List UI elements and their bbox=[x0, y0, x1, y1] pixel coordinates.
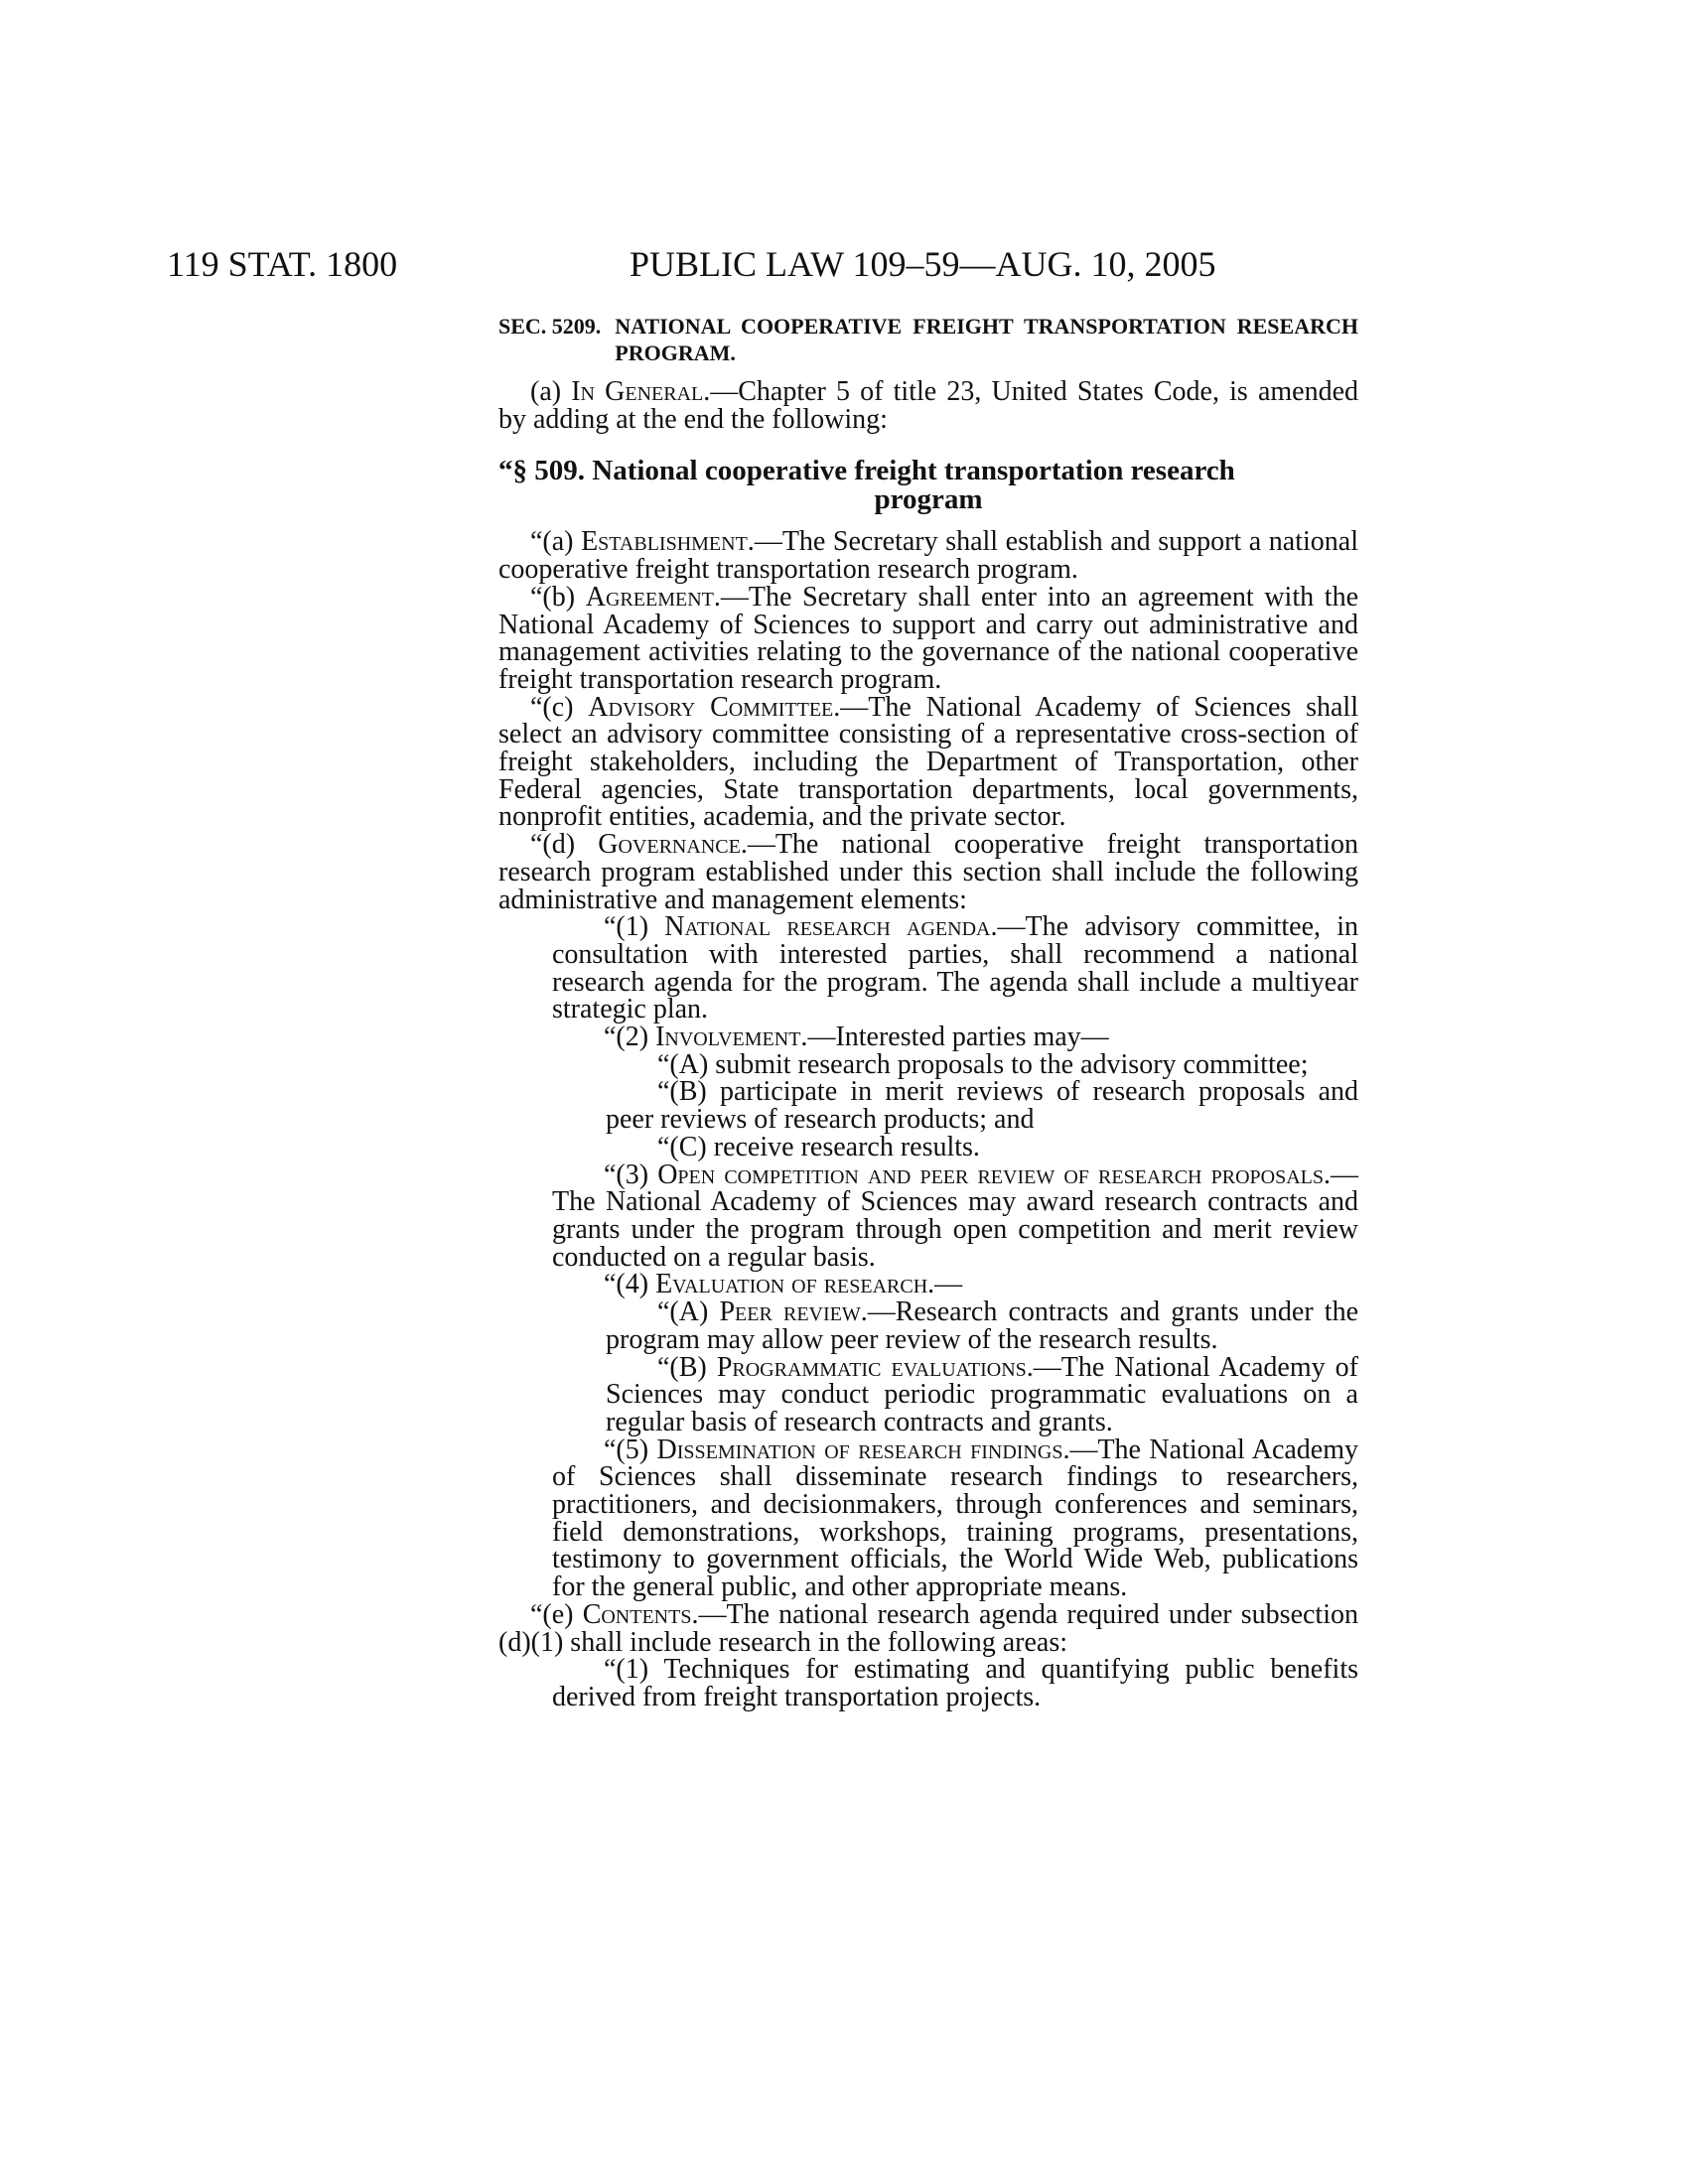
paragraph-d1 bbox=[498, 913, 1358, 1024]
paragraph-d4 bbox=[498, 1271, 1358, 1298]
paragraph-text: —The National Academy of Sciences shall select an advisory committee consisting of a representative cross-section of freight stakeholders, including the Department of Transportation, other Federal agencies, State transportation departments, local governments, nonprofit entities, academia, and the private sector. bbox=[498, 691, 1358, 833]
paragraph-label: “(5) bbox=[604, 1433, 657, 1465]
paragraph-heading: Governance. bbox=[598, 829, 748, 861]
paragraph-d4B bbox=[498, 1351, 1359, 1437]
section-number: SEC. 5209. bbox=[498, 314, 602, 339]
paragraph-heading: Peer review. bbox=[719, 1297, 868, 1328]
quoted-section-heading bbox=[498, 457, 1358, 514]
paragraph-label: “(1) bbox=[604, 911, 665, 943]
paragraph-heading: Programmatic evaluations. bbox=[716, 1351, 1034, 1383]
section-title: NATIONAL COOPERATIVE FREIGHT TRANSPORTATION RESEARCH PROGRAM. bbox=[615, 314, 1358, 365]
paragraph-heading: Contents. bbox=[582, 1598, 699, 1630]
paragraph-heading: Establishment. bbox=[581, 526, 755, 558]
paragraph-e1: “(1) Techniques for estimating and quantifying public benefits derived from freight transportation projects. bbox=[552, 1654, 1358, 1712]
paragraph-text: —The advisory committee, in consultation with interested parties, shall recommend a national research agenda for the program. The agenda shall include a multiyear strategic plan. bbox=[552, 911, 1358, 1025]
paragraph-text: —The Secretary shall enter into an agreement with the National Academy of Sciences to support and carry out administrative and management activities relating to the governance of the national cooperative freight transportation research program. bbox=[498, 581, 1358, 695]
paragraph-text: — bbox=[934, 1269, 963, 1300]
paragraph-d3 bbox=[498, 1161, 1358, 1272]
paragraph-text: —Interested parties may— bbox=[807, 1022, 1109, 1053]
paragraph-text: —The national research agenda required under subsection (d)(1) shall include research in the following areas: bbox=[498, 1598, 1358, 1658]
paragraph-text: —The National Academy of Sciences may award research contracts and grants under the program through open competition and merit review conducted on a regular basis. bbox=[552, 1159, 1358, 1273]
paragraph-label: “(d) bbox=[530, 829, 599, 861]
paragraph-c bbox=[498, 691, 1358, 833]
subsection-a bbox=[498, 378, 1358, 433]
paragraph-d2B: “(B) participate in merit reviews of research proposals and peer reviews of research products; and bbox=[606, 1076, 1358, 1136]
paragraph-heading: Agreement. bbox=[585, 581, 721, 613]
paragraph-heading: Evaluation of research. bbox=[655, 1269, 935, 1300]
paragraph-heading: Involvement. bbox=[655, 1022, 808, 1053]
paragraph-d2C: “(C) receive research results. bbox=[657, 1131, 980, 1162]
paragraph-label: “(4) bbox=[604, 1269, 656, 1300]
paragraph-d4A bbox=[498, 1298, 1358, 1353]
paragraph-text: —Research contracts and grants under the program may allow peer review of the research results. bbox=[606, 1297, 1359, 1355]
paragraph-b bbox=[498, 581, 1358, 695]
paragraph-label: “(e) bbox=[530, 1598, 583, 1630]
paragraph-label: “(3) bbox=[604, 1159, 658, 1190]
statute-page-reference: 119 STAT. 1800 bbox=[167, 244, 398, 284]
subsection-label: (a) bbox=[530, 376, 572, 407]
paragraph-text: —The national cooperative freight transportation research program established under this section shall include the following administrative and management elements: bbox=[498, 829, 1358, 915]
public-law-reference: PUBLIC LAW 109–59—AUG. 10, 2005 bbox=[630, 244, 1216, 284]
paragraph-heading: National research agenda. bbox=[664, 911, 998, 943]
section-heading bbox=[498, 313, 1358, 366]
paragraph-text: —The National Academy of Sciences shall disseminate research findings to researchers, practitioners, and decisionmakers, through conferences and seminars, field demonstrations, workshops, training programs, presentations, testimony to government officials, the World Wide Web, publications for the general public, and other appropriate means. bbox=[552, 1433, 1359, 1603]
paragraph-d5 bbox=[498, 1433, 1359, 1603]
subsection-heading: In General. bbox=[571, 376, 711, 407]
paragraph-label: “(2) bbox=[604, 1022, 656, 1053]
paragraph-label: “(a) bbox=[530, 526, 582, 558]
paragraph-heading: Dissemination of research findings. bbox=[656, 1433, 1070, 1465]
quoted-section-heading-line1: “§ 509. National cooperative freight transportation research bbox=[498, 455, 1235, 487]
paragraph-text: —The National Academy of Sciences may conduct periodic programmatic evaluations on a regular basis of research contracts and grants. bbox=[606, 1351, 1359, 1437]
subsection-text: —Chapter 5 of title 23, United States Code, is amended by adding at the end the following: bbox=[498, 376, 1359, 435]
paragraph-heading: Advisory Committee. bbox=[588, 691, 841, 723]
quoted-section-heading-line2: program bbox=[874, 483, 983, 516]
paragraph-e bbox=[498, 1598, 1358, 1658]
paragraph-text: —The Secretary shall establish and support a national cooperative freight transportation research program. bbox=[498, 526, 1358, 586]
paragraph-label: “(B) bbox=[657, 1351, 717, 1383]
text-column bbox=[498, 313, 1358, 1711]
paragraph-d2 bbox=[498, 1024, 1358, 1051]
paragraph-label: “(A) bbox=[657, 1297, 720, 1328]
paragraph-label: “(b) bbox=[530, 581, 586, 613]
paragraph-a bbox=[498, 526, 1358, 586]
paragraph-label: “(c) bbox=[530, 691, 589, 723]
paragraph-d2A: “(A) submit research proposals to the advisory committee; bbox=[657, 1048, 1309, 1080]
paragraph-heading: Open competition and peer review of research proposals. bbox=[657, 1159, 1331, 1190]
paragraph-d bbox=[498, 831, 1358, 913]
